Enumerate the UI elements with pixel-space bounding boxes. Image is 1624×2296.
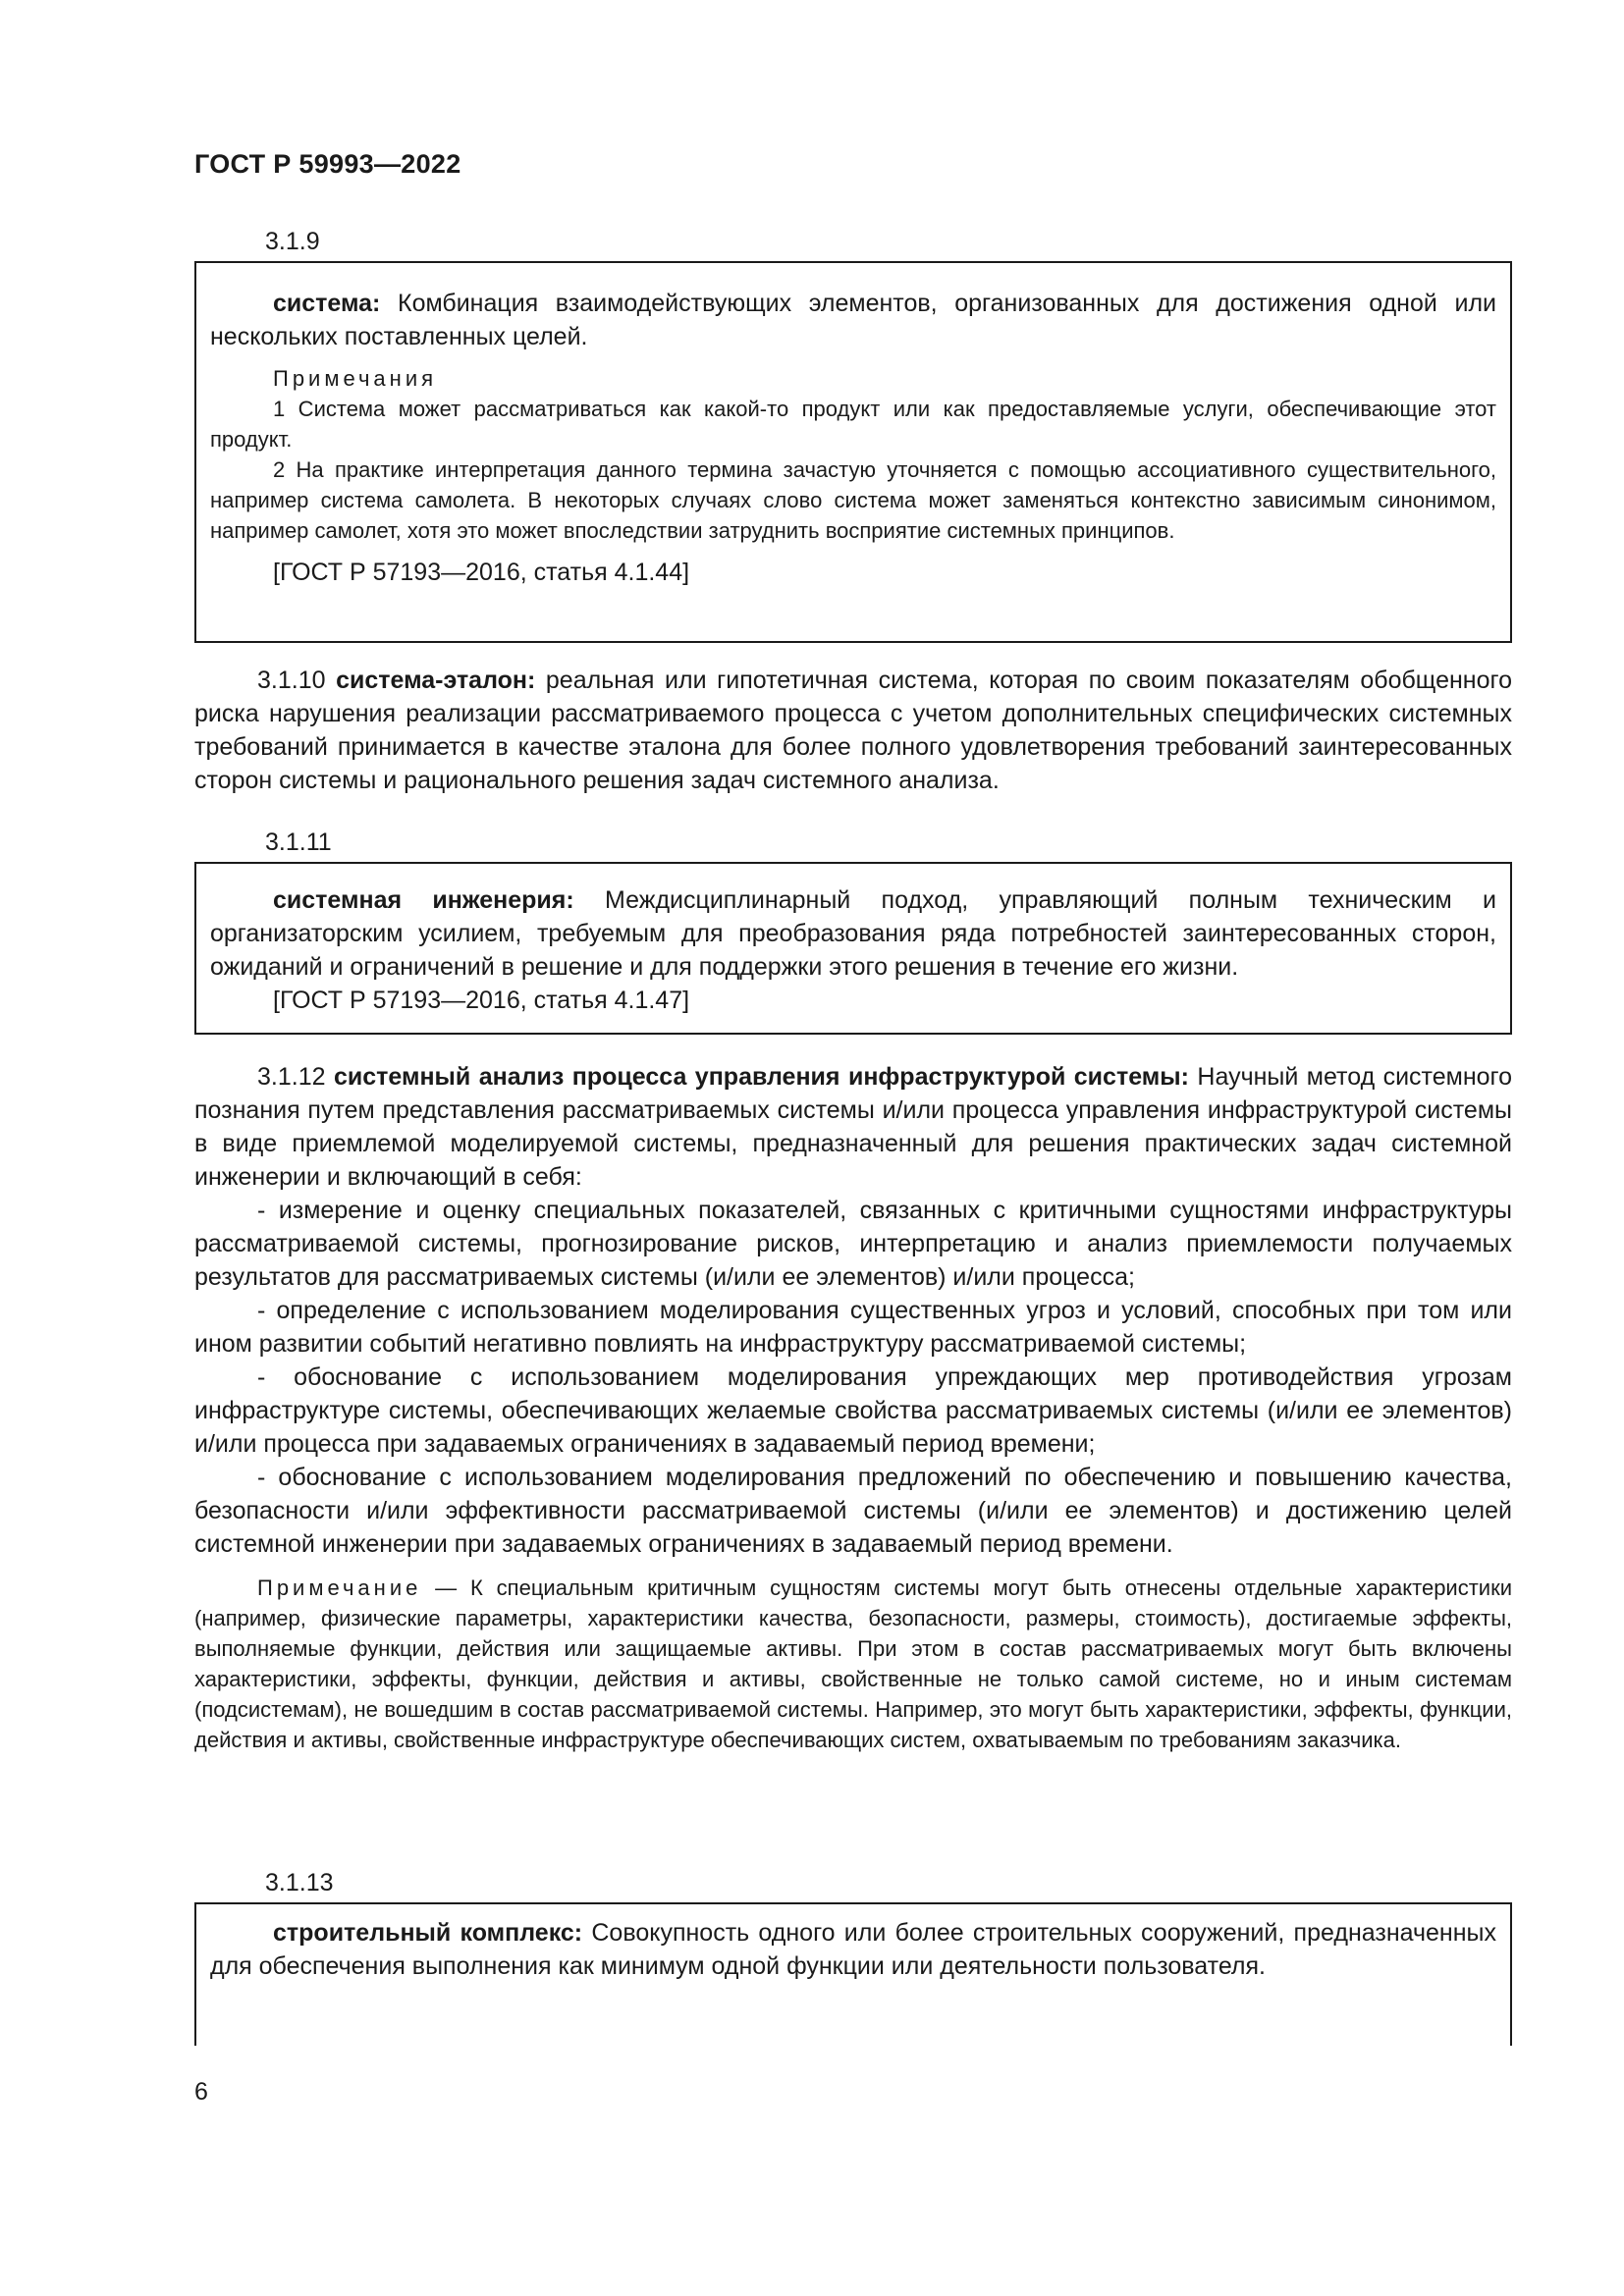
term-name-3-1-10: система-эталон: [336,667,536,694]
page-number: 6 [194,2078,208,2106]
definition-text: Комбинация взаимодействующих элементов, организованных для достижения одной или нескольких поставленных целей. [210,290,1496,350]
term-box-3-1-9 [194,261,1512,643]
term-box-3-1-13 [194,1902,1512,2046]
term-number-3-1-13: 3.1.13 [265,1869,334,1896]
list-item-3: - обоснование с использованием моделирования упреждающих мер противодействия угрозам инфраструктуре системы, обеспечивающих желаемые свойства рассматриваемых системы (и/или ее элементов) и/или процесса при задаваемых ограничениях в задаваемый период времени; [194,1363,1512,1458]
definition-text: Совокупность одного или более строительных сооружений, предназначенных для обеспечения выполнения как минимум одной функции или деятельности пользователя. [210,1919,1497,1980]
term-box-3-1-11 [194,862,1512,1035]
notes-title: Примечания [273,366,438,391]
term-number-3-1-12: 3.1.12 [257,1063,326,1091]
term-definition-3-1-12 [194,1060,1512,1194]
term-name-3-1-9: система: [273,290,381,317]
term-number-3-1-9: 3.1.9 [265,228,320,255]
term-block-3-1-10 [194,664,1512,797]
term-definition-3-1-11 [210,883,1496,984]
definition-text: Научный метод системного познания путем представления рассматриваемых системы и/или процесса управления инфраструктурой системы в виде приемлемой моделируемой системы, предназначенный для решения практических задач системной инженерии и включающий в себя: [194,1063,1513,1191]
note-2: 2 На практике интерпретация данного термина зачастую уточняется с помощью ассоциативного существительного, например система самолета. В некоторых случаях слово система может заменяться контекстно зависимым синонимом, например самолет, хотя это может впоследствии затруднить восприятие системных принципов. [210,457,1496,543]
list-item-1: - измерение и оценку специальных показателей, связанных с критичными сущностями инфраструктуры рассматриваемой системы, прогнозирование рисков, интерпретацию и анализ приемлемости получаемых результатов для рассматриваемых системы (и/или ее элементов) и/или процесса; [194,1197,1512,1291]
note-1: 1 Система может рассматриваться как какой-то продукт или как предоставляемые услуги, обеспечивающие этот продукт. [210,397,1496,452]
term-source-3-1-9: [ГОСТ Р 57193—2016, статья 4.1.44] [273,559,690,586]
term-block-3-1-12 [194,1060,1512,1755]
term-number-3-1-11: 3.1.11 [265,828,332,856]
term-source-3-1-11: [ГОСТ Р 57193—2016, статья 4.1.47] [273,987,690,1014]
note-label: Примечание [257,1575,422,1600]
term-name-3-1-13: строительный комплекс: [273,1919,583,1947]
definition-text: Междисциплинарный подход, управляющий полным техническим и организаторским усилием, требуемым для преобразования ряда потребностей заинтересованных сторон, ожиданий и ограничений в решение и для поддержки этого решения в течение его жизни. [210,886,1497,981]
list-item-4: - обоснование с использованием моделирования предложений по обеспечению и повышению качества, безопасности и/или эффективности рассматриваемой системы (и/или ее элементов) и достижению целей системной инженерии при задаваемых ограничениях в задаваемый период времени. [194,1464,1512,1558]
term-number-3-1-10: 3.1.10 [257,667,326,694]
list-item-2: - определение с использованием моделирования существенных угроз и условий, способных при том или ином развитии событий негативно повлиять на инфраструктуру рассматриваемой системы; [194,1297,1512,1358]
term-name-3-1-11: системная инженерия: [273,886,574,914]
term-note-3-1-12 [194,1573,1512,1755]
note-text: — К специальным критичным сущностям системы могут быть отнесены отдельные характеристики (например, физические параметры, характеристики качества, безопасности, размеры, стоимость), достигаемые эффекты, выполняемые функции, действия или защищаемые активы. При этом в состав рассматриваемых могут быть включены характеристики, эффекты, функции, действия и активы, свойственные не только самой системе, но и иным системам (подсистемам), не вошедшим в состав рассматриваемой системы. Например, это могут быть характеристики, эффекты, функции, действия и активы, свойственные инфраструктуре обеспечивающих систем, охватываемым по требованиям заказчика. [194,1575,1512,1752]
definition-text: реальная или гипотетичная система, которая по своим показателям обобщенного риска нарушения реализации рассматриваемого процесса с учетом дополнительных специфических системных требований принимается в качестве эталона для более полного удовлетворения требований заинтересованных сторон системы и рационального решения задач системного анализа. [194,667,1512,794]
term-definition-3-1-10 [194,664,1512,797]
term-definition-3-1-13 [210,1916,1496,1983]
term-definition-3-1-9 [210,287,1496,353]
term-name-3-1-12: системный анализ процесса управления инфраструктурой системы: [333,1063,1189,1091]
standard-header: ГОСТ Р 59993—2022 [194,149,461,179]
